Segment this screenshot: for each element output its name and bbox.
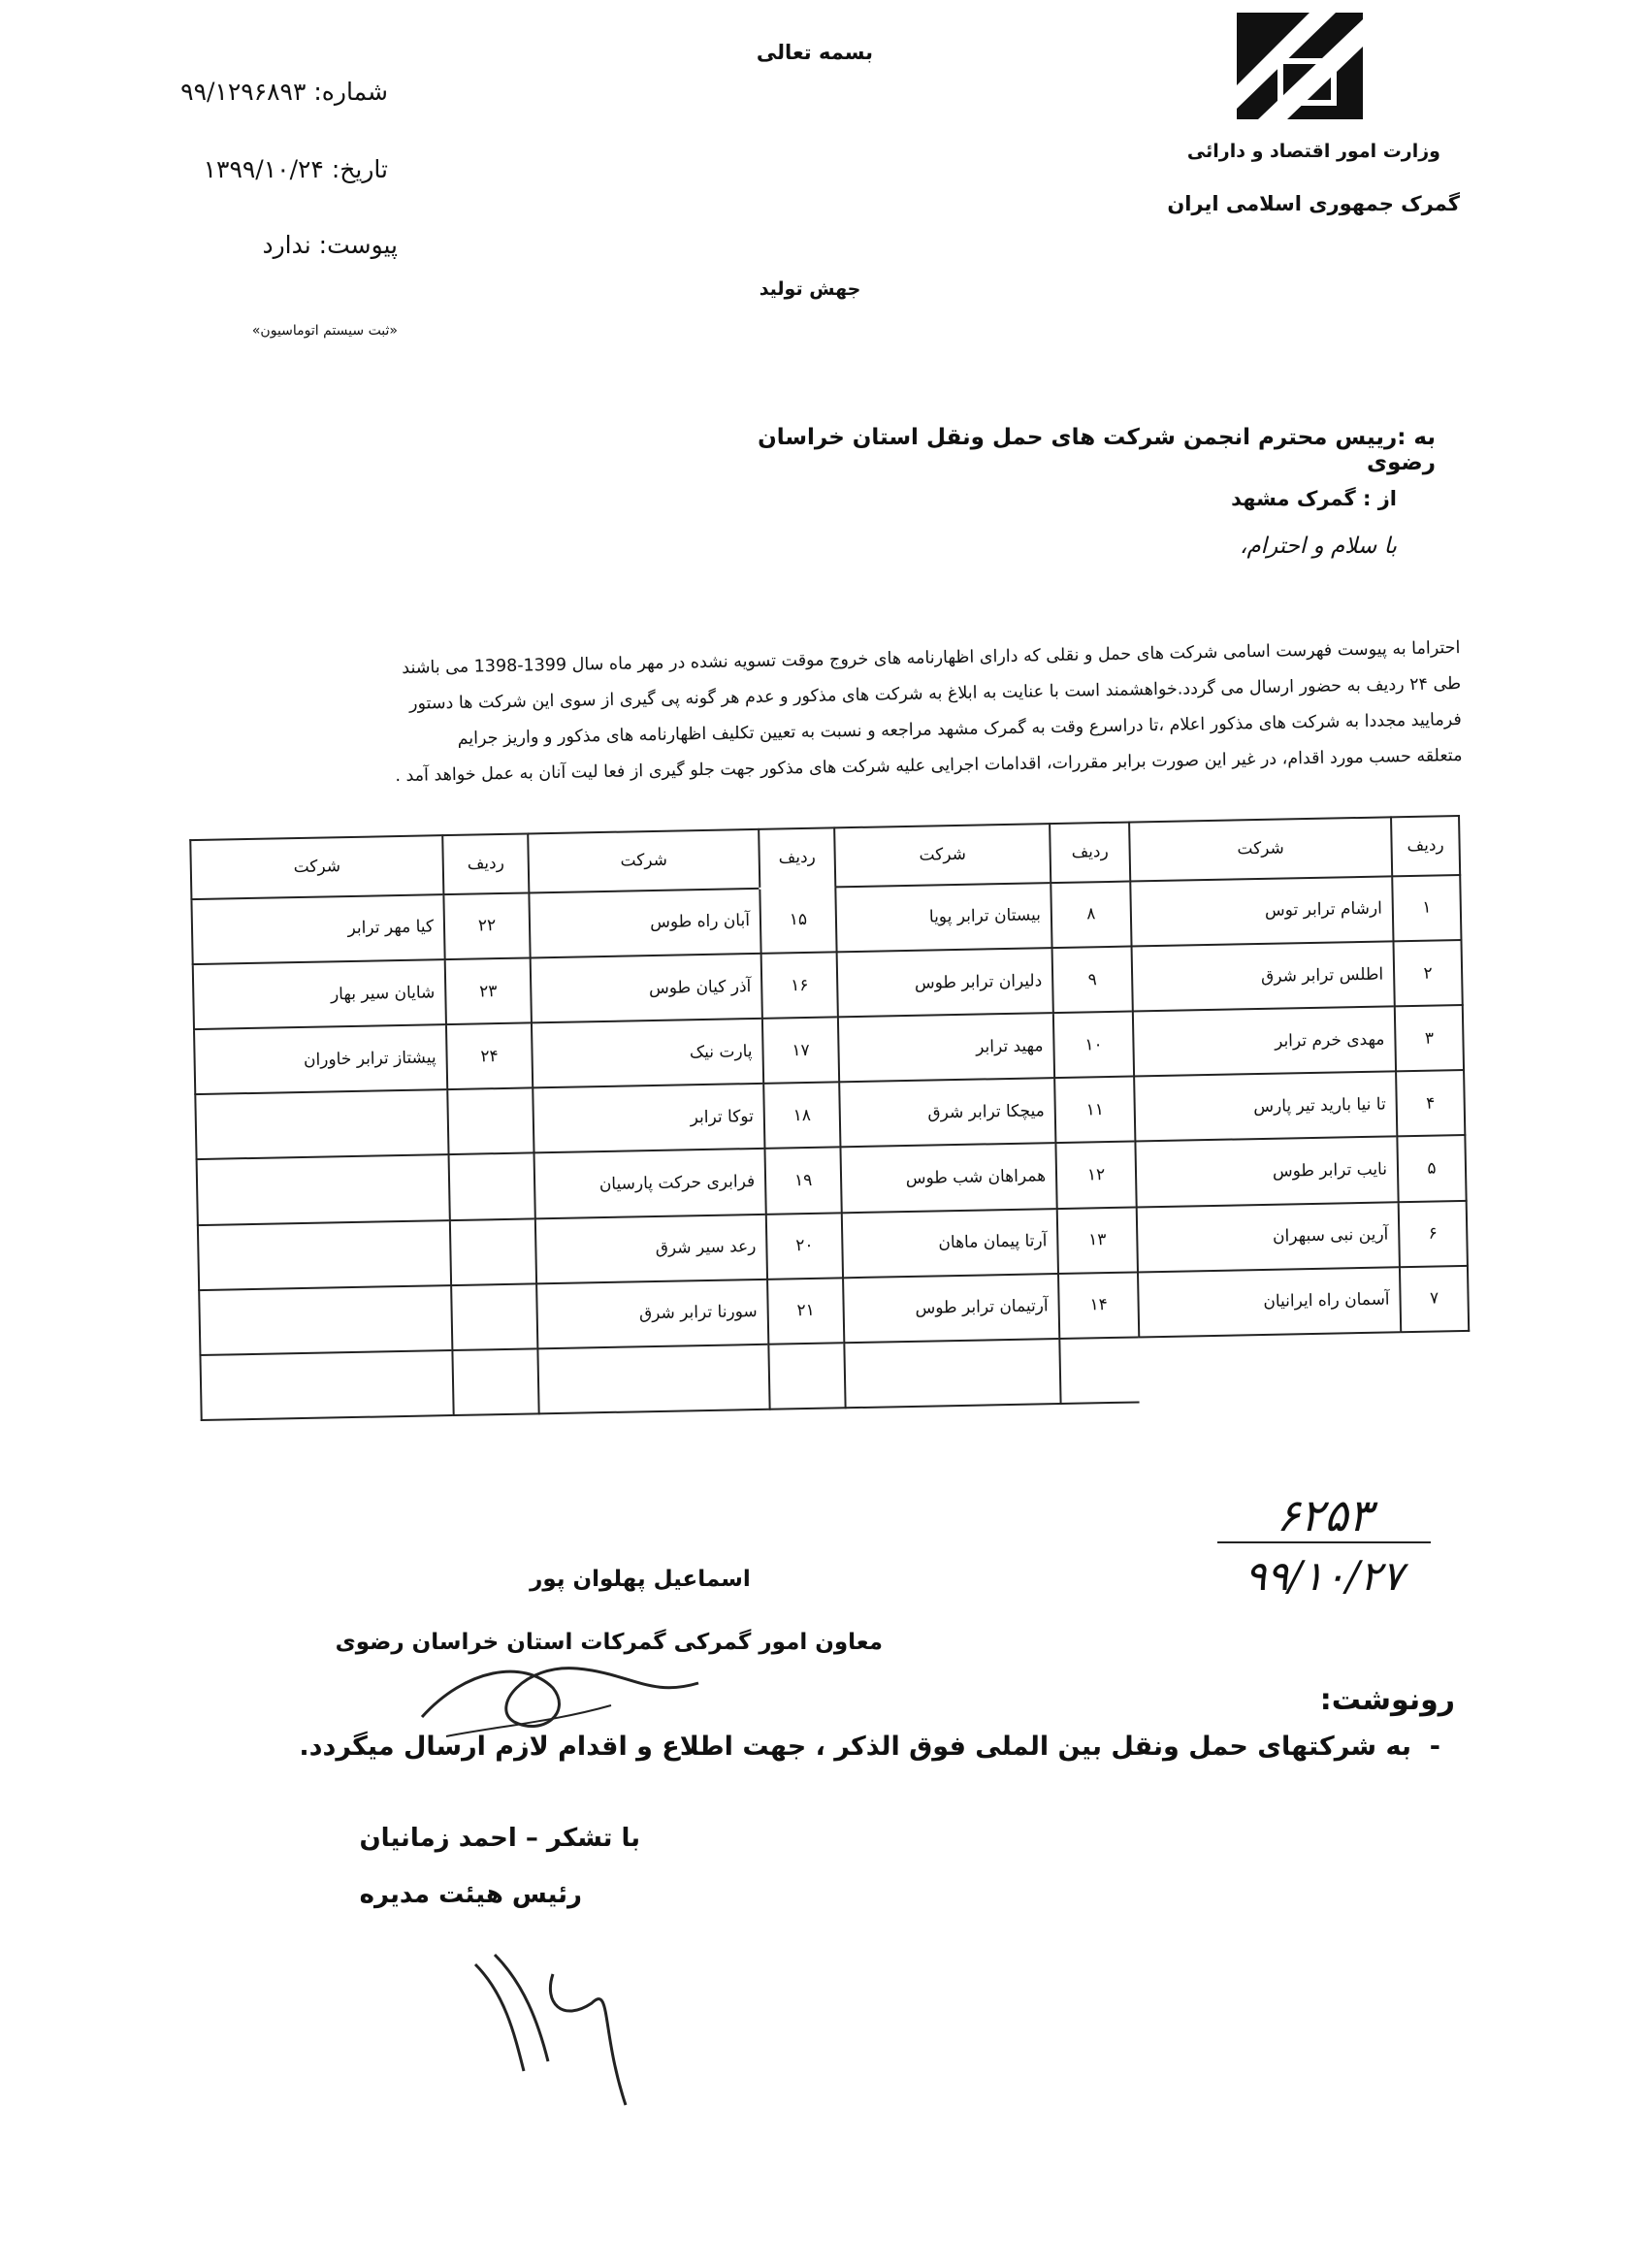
- cc-line: [281, 1732, 1440, 1762]
- body-line: فرمایید مجددا به شرکت های مذکور اعلام ،تا دراسرع وقت به گمرک مشهد مراجعه و نسبت به تعیین تکلیف اظهارنامه های مذکور و واریز جرایم: [457, 709, 1462, 749]
- row-number: ۲۲: [443, 892, 530, 959]
- col-header-row: ردیف: [759, 827, 835, 888]
- row-number: ۸: [1051, 881, 1131, 948]
- company-name: آرین نبی سبهران: [1137, 1202, 1400, 1272]
- letter-number: [116, 78, 388, 106]
- row-number: [451, 1283, 537, 1350]
- invocation-heading: بسمه تعالی: [756, 41, 874, 64]
- col-header-company: شرکت: [528, 829, 760, 892]
- empty-cell: [537, 1345, 769, 1414]
- empty-cell: [768, 1343, 845, 1409]
- empty-cell: [1401, 1331, 1470, 1398]
- row-number: [450, 1218, 536, 1285]
- row-number: ۱۲: [1055, 1142, 1136, 1209]
- company-name: شایان سیر بهار: [193, 959, 446, 1029]
- signatory-name: اسماعیل پهلوان پور: [530, 1567, 751, 1592]
- row-number: ۱۳: [1057, 1207, 1138, 1274]
- cc-bullet: -: [1410, 1732, 1440, 1762]
- company-name: فرابری حرکت پارسیان: [534, 1149, 766, 1218]
- col-header-row: ردیف: [1050, 823, 1130, 883]
- row-number: ۱۴: [1058, 1272, 1139, 1339]
- company-name: [199, 1285, 452, 1355]
- signatory-title: معاون امور گمرکی گمرکات استان خراسان رضوی: [335, 1630, 883, 1655]
- company-name: مهدی خرم ترابر: [1133, 1006, 1396, 1076]
- company-name: توکا ترابر: [533, 1084, 764, 1153]
- col-header-row: ردیف: [1391, 816, 1460, 876]
- company-name: رعد سیر شرق: [535, 1214, 767, 1283]
- organization-name: گمرک جمهوری اسلامی ایران: [1167, 192, 1460, 215]
- company-name: تا نیا بارید تیر پارس: [1134, 1072, 1397, 1142]
- empty-cell: [1059, 1337, 1140, 1404]
- company-name: آسمان راه ایرانیان: [1138, 1267, 1401, 1337]
- sender-line: از : گمرک مشهد: [1231, 487, 1397, 510]
- company-name: نایب ترابر طوس: [1135, 1137, 1398, 1207]
- row-number: ۲: [1393, 940, 1462, 1006]
- col-header-row: ردیف: [442, 833, 529, 894]
- company-name: [197, 1154, 450, 1224]
- row-number: ۱: [1392, 875, 1461, 941]
- company-name: اطلس ترابر شرق: [1132, 941, 1395, 1011]
- row-number: [449, 1153, 535, 1220]
- company-name: [195, 1089, 448, 1159]
- row-number: ۷: [1400, 1266, 1469, 1332]
- row-number: ۱۹: [764, 1148, 841, 1215]
- handwritten-reg-number: ۶۲۵۳: [1217, 1489, 1431, 1543]
- company-name: آبان راه طوس: [529, 889, 760, 958]
- body-line: طی ۲۴ ردیف به حضور ارسال می گردد.خواهشمند است با عنایت به ابلاغ به شرکت های مذکور و عدم هر گونه پی گیری از سوی این شرکت ها دستور: [408, 673, 1462, 714]
- row-number: ۱۱: [1054, 1077, 1135, 1144]
- row-number: ۲۱: [767, 1278, 844, 1345]
- company-table: [189, 815, 1471, 1421]
- company-name: پیشتاز ترابر خاوران: [194, 1024, 447, 1094]
- company-name: آرتیمان ترابر طوس: [843, 1274, 1059, 1343]
- row-number: ۲۴: [446, 1023, 533, 1090]
- company-name: آرتا پیمان ماهان: [842, 1209, 1058, 1278]
- empty-cell: [844, 1339, 1060, 1408]
- row-number: ۳: [1395, 1005, 1464, 1071]
- attachment-value: ندارد: [262, 231, 311, 259]
- empty-cell: [1139, 1332, 1402, 1402]
- date-value: ۱۳۹۹/۱۰/۲۴: [203, 155, 324, 183]
- row-number: ۲۳: [445, 957, 532, 1024]
- date-label: تاریخ:: [331, 155, 388, 183]
- row-number: ۱۷: [762, 1017, 839, 1084]
- customs-logo-icon: [1227, 8, 1373, 124]
- company-name: مهید ترابر: [838, 1013, 1054, 1082]
- row-number: ۱۰: [1053, 1012, 1134, 1079]
- ministry-name: وزارت امور اقتصاد و دارائی: [1186, 141, 1440, 162]
- cc-text: به شرکتهای حمل ونقل بین الملی فوق الذکر ، جهت اطلاع و اقدام لازم ارسال میگردد.: [299, 1732, 1411, 1762]
- recipient-line: به :رییس محترم انجمن شرکت های حمل ونقل استان خراسان رضوی: [758, 425, 1436, 475]
- col-header-company: شرکت: [190, 835, 443, 899]
- col-header-company: شرکت: [834, 824, 1051, 887]
- company-name: بیستان ترابر پویا: [835, 883, 1051, 952]
- company-name: [198, 1220, 451, 1290]
- signature-icon: [456, 1926, 650, 2120]
- attachment: [223, 231, 398, 259]
- col-header-company: شرکت: [1129, 817, 1392, 881]
- company-name: سورنا ترابر شرق: [536, 1279, 768, 1348]
- company-name: کیا مهر ترابر: [191, 894, 444, 964]
- row-number: ۱۶: [761, 952, 838, 1019]
- row-number: [447, 1088, 534, 1155]
- company-name: پارت نیک: [532, 1019, 763, 1088]
- body-line: متعلقه حسب مورد اقدام، در غیر این صورت برابر مقررات، اقدامات اجرایی علیه شرکت های مذکور جهت جلو گیری از فعا لیت آنان به عمل خواهد آمد .: [395, 745, 1463, 787]
- system-note: «ثبت سیستم اتوماسیون»: [251, 323, 398, 339]
- empty-cell: [452, 1348, 538, 1415]
- body-paragraph: [179, 631, 1463, 798]
- company-name: میچکا ترابر شرق: [839, 1078, 1055, 1147]
- closing-line2: رئیس هیئت مدیره: [359, 1880, 582, 1909]
- row-number: ۱۵: [760, 887, 836, 954]
- attachment-label: پیوست:: [318, 231, 398, 259]
- row-number: ۹: [1052, 947, 1133, 1014]
- letter-date: [126, 155, 388, 183]
- body-line: احتراما به پیوست فهرست اسامی شرکت های حمل و نقلی که دارای اظهارنامه های خروج موقت تسویه نشده در مهر ماه سال 1399-1398 می باشند: [402, 637, 1461, 678]
- handwritten-reg-date: ۹۹/۱۰/۲۷: [1245, 1552, 1404, 1600]
- company-name: ارشام ترابر توس: [1130, 876, 1393, 946]
- greeting: با سلام و احترام،: [1240, 534, 1397, 559]
- company-name: دلیران ترابر طوس: [837, 948, 1053, 1017]
- company-name: همراهان شب طوس: [840, 1143, 1056, 1212]
- row-number: ۲۰: [766, 1213, 843, 1280]
- number-label: شماره:: [313, 78, 388, 106]
- slogan: جهش تولید: [759, 278, 861, 300]
- row-number: ۴: [1396, 1070, 1465, 1136]
- cc-label: رونوشت:: [1319, 1683, 1455, 1717]
- empty-cell: [200, 1350, 453, 1420]
- closing-line1: با تشکر – احمد زمانیان: [359, 1824, 640, 1853]
- row-number: ۵: [1397, 1135, 1466, 1201]
- row-number: ۱۸: [763, 1083, 840, 1150]
- company-name: آذر کیان طوس: [531, 954, 762, 1023]
- number-value: ۹۹/۱۲۹۶۸۹۳: [180, 78, 307, 106]
- row-number: ۶: [1399, 1200, 1468, 1266]
